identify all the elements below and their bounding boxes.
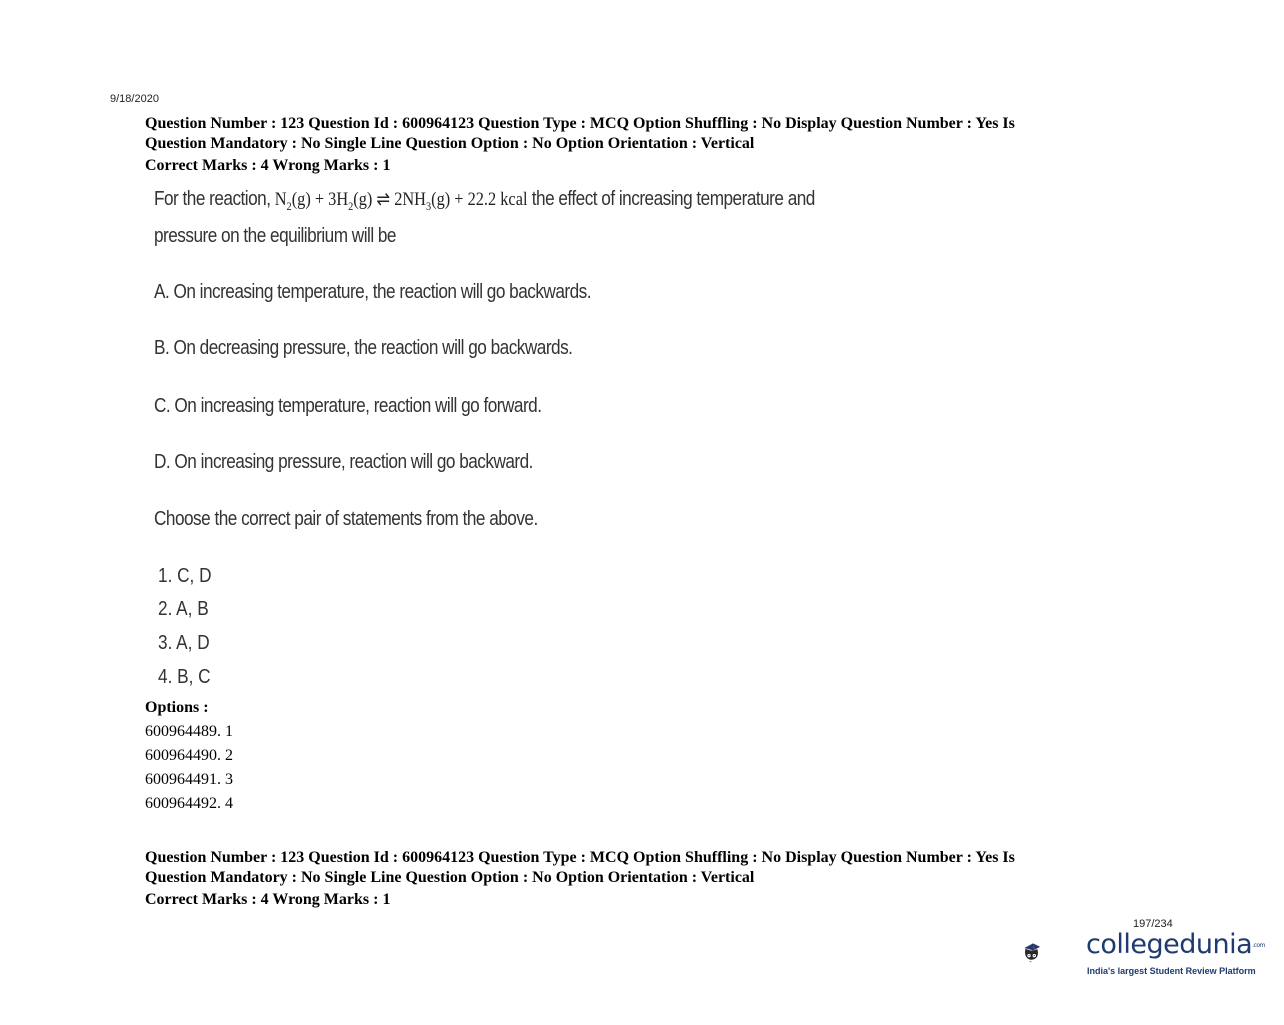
question-meta-1 (145, 114, 1145, 154)
option-id-3: 600964491. 3 (145, 771, 233, 788)
question-meta-2 (145, 848, 1145, 888)
choice-3: 3. A, D (158, 632, 210, 654)
mascot-icon (1022, 915, 1092, 990)
statement-b: B. On decreasing pressure, the reaction will go backwards. (154, 337, 573, 359)
reaction-equation: $N_2(g) + 3H_2(g)$ ⇌ $2NH_3(g) + 22.2$ kcal (274, 189, 528, 213)
meta-line-2: Question Mandatory : No Single Line Question Option : No Option Orientation : Vertical (145, 869, 755, 886)
brand-tagline: India's largest Student Review Platform (1087, 966, 1256, 976)
statement-a: A. On increasing temperature, the reaction will go backwards. (154, 281, 591, 303)
options-label: Options : (145, 699, 209, 716)
page-number: 197/234 (1133, 918, 1173, 930)
choice-1: 1. C, D (158, 565, 212, 587)
print-date: 9/18/2020 (110, 93, 159, 105)
statement-d: D. On increasing pressure, reaction will go backward. (154, 451, 533, 473)
marks-1: Correct Marks : 4 Wrong Marks : 1 (145, 157, 391, 174)
choice-4: 4. B, C (158, 666, 211, 688)
choice-2: 2. A, B (158, 598, 209, 620)
brand-suffix: .com (1252, 942, 1265, 949)
brand-name: collegedunia.com (1086, 929, 1265, 960)
meta-line-1: Question Number : 123 Question Id : 600964123 Question Type : MCQ Option Shuffling : No Display Question Number : Yes Is (145, 115, 1015, 132)
question-prompt: Choose the correct pair of statements from the above. (154, 508, 538, 530)
option-id-2: 600964490. 2 (145, 747, 233, 764)
meta-line-2: Question Mandatory : No Single Line Question Option : No Option Orientation : Vertical (145, 135, 755, 152)
marks-2: Correct Marks : 4 Wrong Marks : 1 (145, 891, 391, 908)
question-line-1 (154, 188, 815, 214)
option-id-1: 600964489. 1 (145, 723, 233, 740)
question-line1-end: the effect of increasing temperature and (531, 188, 815, 210)
option-id-4: 600964492. 4 (145, 795, 233, 812)
question-line-2: pressure on the equilibrium will be (154, 225, 396, 247)
statement-c: C. On increasing temperature, reaction will go forward. (154, 395, 542, 417)
meta-line-1: Question Number : 123 Question Id : 600964123 Question Type : MCQ Option Shuffling : No Display Question Number : Yes Is (145, 849, 1015, 866)
question-intro: For the reaction, (154, 188, 271, 210)
